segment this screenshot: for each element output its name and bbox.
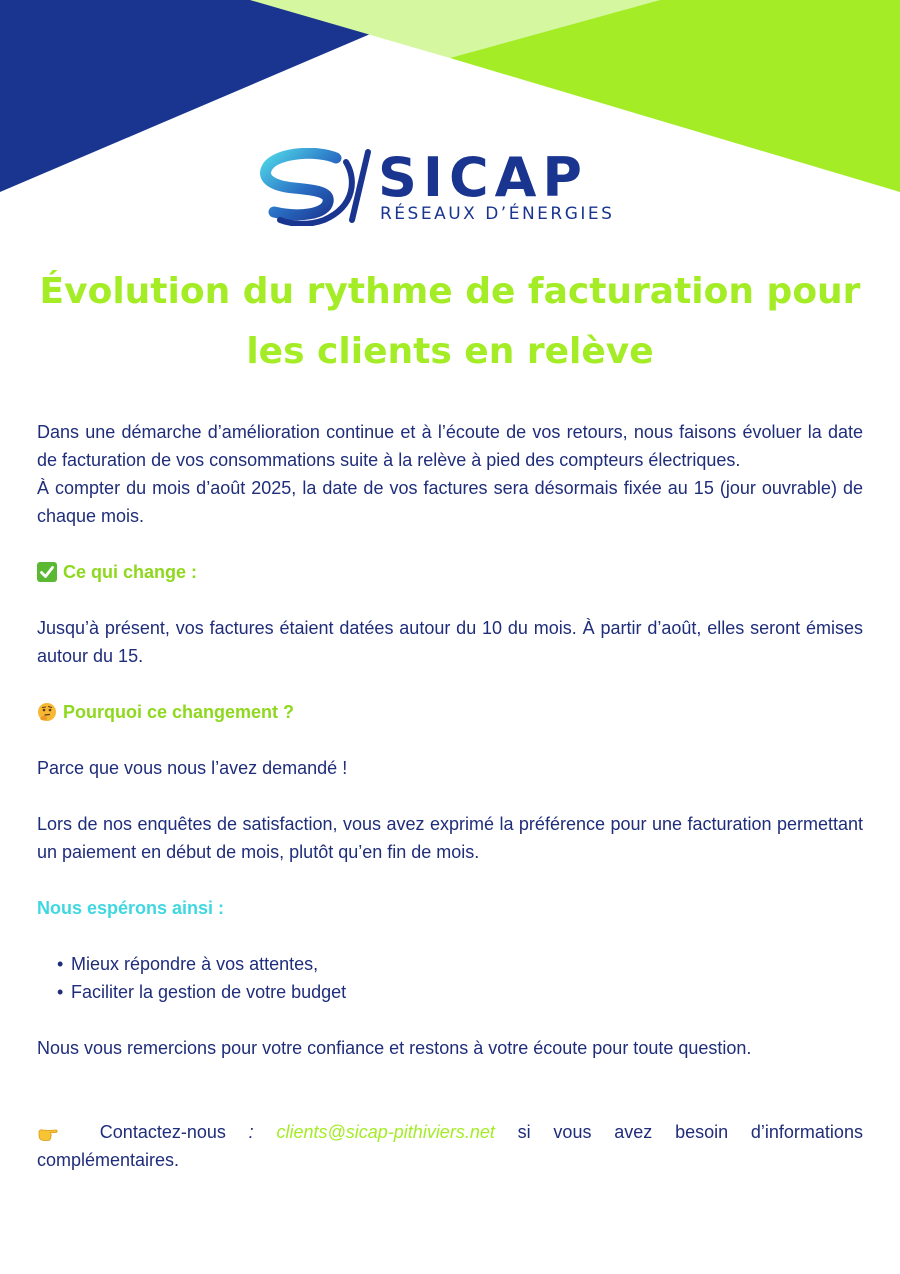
check-mark-icon: [37, 562, 57, 582]
hope-list: [37, 950, 863, 1006]
contact-prefix: Contactez-nous: [99, 1122, 226, 1142]
title-line-1: Évolution du rythme de facturation pour: [39, 271, 861, 312]
section-why-title: Pourquoi ce changement ?: [63, 702, 295, 722]
thanks-paragraph: Nous vous remercions pour votre confiance et restons à votre écoute pour toute question.: [37, 1038, 752, 1058]
pointing-hand-icon: [37, 1123, 59, 1143]
section-why-text-2: Lors de nos enquêtes de satisfaction, vous avez exprimé la préférence pour une facturation permettant un paiement en début de mois, plutôt qu’en fin de mois.: [37, 814, 863, 862]
section-change-text: Jusqu’à présent, vos factures étaient datées autour du 10 du mois. À partir d’août, elles seront émises autour du 15.: [37, 618, 863, 666]
section-why-heading: [37, 698, 863, 726]
contact-paragraph: [37, 1118, 863, 1174]
intro-paragraph-1: Dans une démarche d’amélioration continue et à l’écoute de vos retours, nous faisons évoluer la date de facturation de vos consommations suite à la relève à pied des compteurs électriques.: [37, 422, 863, 470]
section-change-title: Ce qui change :: [63, 562, 198, 582]
section-change-heading: [37, 558, 863, 586]
list-item: • Mieux répondre à vos attentes,: [37, 950, 863, 978]
contact-colon: :: [248, 1122, 254, 1142]
page-title: [30, 262, 870, 382]
contact-suffix: si vous avez besoin d’informations complémentaires.: [37, 1122, 863, 1170]
sicap-logo: [260, 148, 640, 228]
contact-email-link[interactable]: clients@sicap-pithiviers.net: [276, 1122, 495, 1142]
title-line-2: les clients en relève: [246, 331, 654, 372]
brand-name: SICAP: [378, 146, 588, 209]
letter-body: [37, 418, 863, 1174]
brand-tagline: RÉSEAUX D’ÉNERGIES: [380, 204, 615, 224]
section-hope-heading: Nous espérons ainsi :: [37, 898, 225, 918]
list-item: • Faciliter la gestion de votre budget: [37, 978, 863, 1006]
intro-paragraph-2: À compter du mois d’août 2025, la date de vos factures sera désormais fixée au 15 (jour ouvrable) de chaque mois.: [37, 478, 863, 526]
thinking-face-icon: [37, 702, 57, 722]
section-why-text-1: Parce que vous nous l’avez demandé !: [37, 758, 348, 778]
sicap-logo-mark-icon: [260, 148, 372, 226]
